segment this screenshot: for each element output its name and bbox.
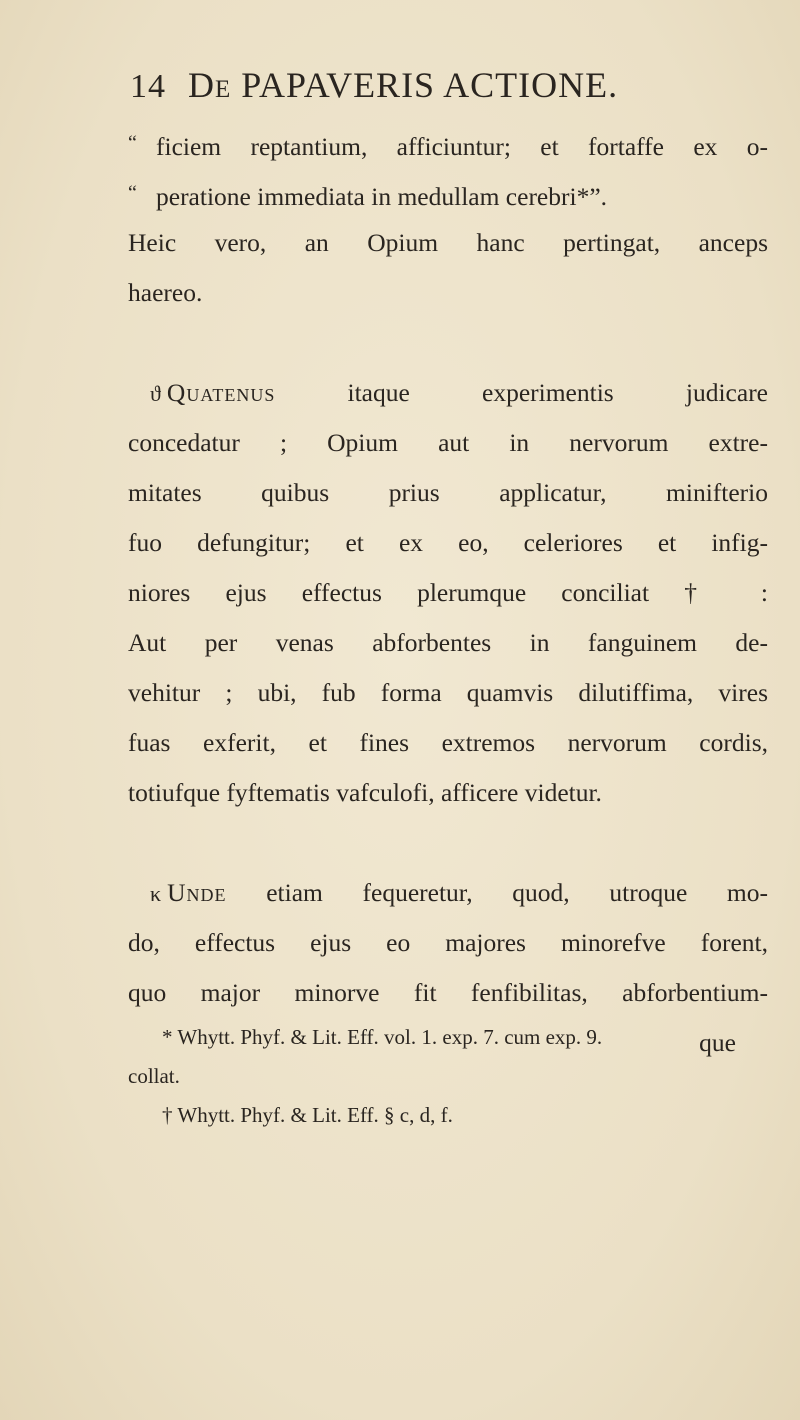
running-title bbox=[188, 64, 618, 106]
line-text: itaque experimentis judicare bbox=[347, 378, 768, 407]
running-title-prefix: De bbox=[188, 65, 232, 105]
running-title-main: PAPAVERIS ACTIONE. bbox=[241, 65, 619, 105]
paragraph-opening bbox=[128, 868, 768, 918]
paragraph-marker: ϑ bbox=[150, 381, 161, 406]
text-line bbox=[128, 168, 768, 218]
text-line: concedatur ; Opium aut in nervorum extre- bbox=[128, 428, 768, 457]
paragraph-gap bbox=[128, 318, 768, 368]
footnote-2: † Whytt. Phyf. & Lit. Eff. § c, d, f. bbox=[162, 1103, 453, 1127]
quote-mark: “ bbox=[128, 182, 137, 204]
footnote-1-line-2: collat. bbox=[128, 1064, 180, 1088]
paragraph-marker: κ bbox=[150, 881, 162, 906]
text-line bbox=[128, 118, 768, 168]
line-text: peratione immediata in medullam cerebri*”. bbox=[156, 182, 608, 211]
footnotes bbox=[128, 1018, 768, 1135]
running-head bbox=[130, 64, 770, 114]
line-text: etiam fequeretur, quod, utroque mo- bbox=[266, 878, 769, 907]
page-number: 14 bbox=[130, 68, 166, 105]
text-line: quo major minorve fit fenfibilitas, abforbentium- bbox=[128, 978, 768, 1007]
footnote-1-line-1: * Whytt. Phyf. & Lit. Eff. vol. 1. exp. 7. cum exp. 9. bbox=[162, 1025, 603, 1049]
paragraph-opening bbox=[128, 368, 768, 418]
text-line: Heic vero, an Opium hanc pertingat, anceps bbox=[128, 228, 768, 257]
text-line: fuas exferit, et fines extremos nervorum cordis, bbox=[128, 728, 768, 757]
text-line: do, effectus ejus eo majores minorefve forent, bbox=[128, 928, 768, 957]
text-line: totiufque fyftematis vafculofi, afficere videtur. bbox=[128, 778, 602, 807]
text-line: mitates quibus prius applicatur, minifterio bbox=[128, 478, 768, 507]
body-text bbox=[128, 118, 768, 1068]
text-line: fuo defungitur; et ex eo, celeriores et infig- bbox=[128, 528, 768, 557]
paragraph-gap bbox=[128, 818, 768, 868]
text-line: niores ejus effectus plerumque conciliat † : bbox=[128, 578, 768, 607]
text-line: vehitur ; ubi, fub forma quamvis dilutiffima, vires bbox=[128, 678, 768, 707]
line-text: ficiem reptantium, afficiuntur; et fortaffe ex o- bbox=[156, 132, 768, 161]
catchword: que bbox=[699, 1028, 736, 1057]
quote-mark: “ bbox=[128, 132, 137, 154]
text-line: haereo. bbox=[128, 278, 203, 307]
paragraph-lead-word: Unde bbox=[167, 878, 227, 907]
text-line: Aut per venas abforbentes in fanguinem de- bbox=[128, 628, 768, 657]
paragraph-lead-word: Quatenus bbox=[166, 378, 276, 407]
